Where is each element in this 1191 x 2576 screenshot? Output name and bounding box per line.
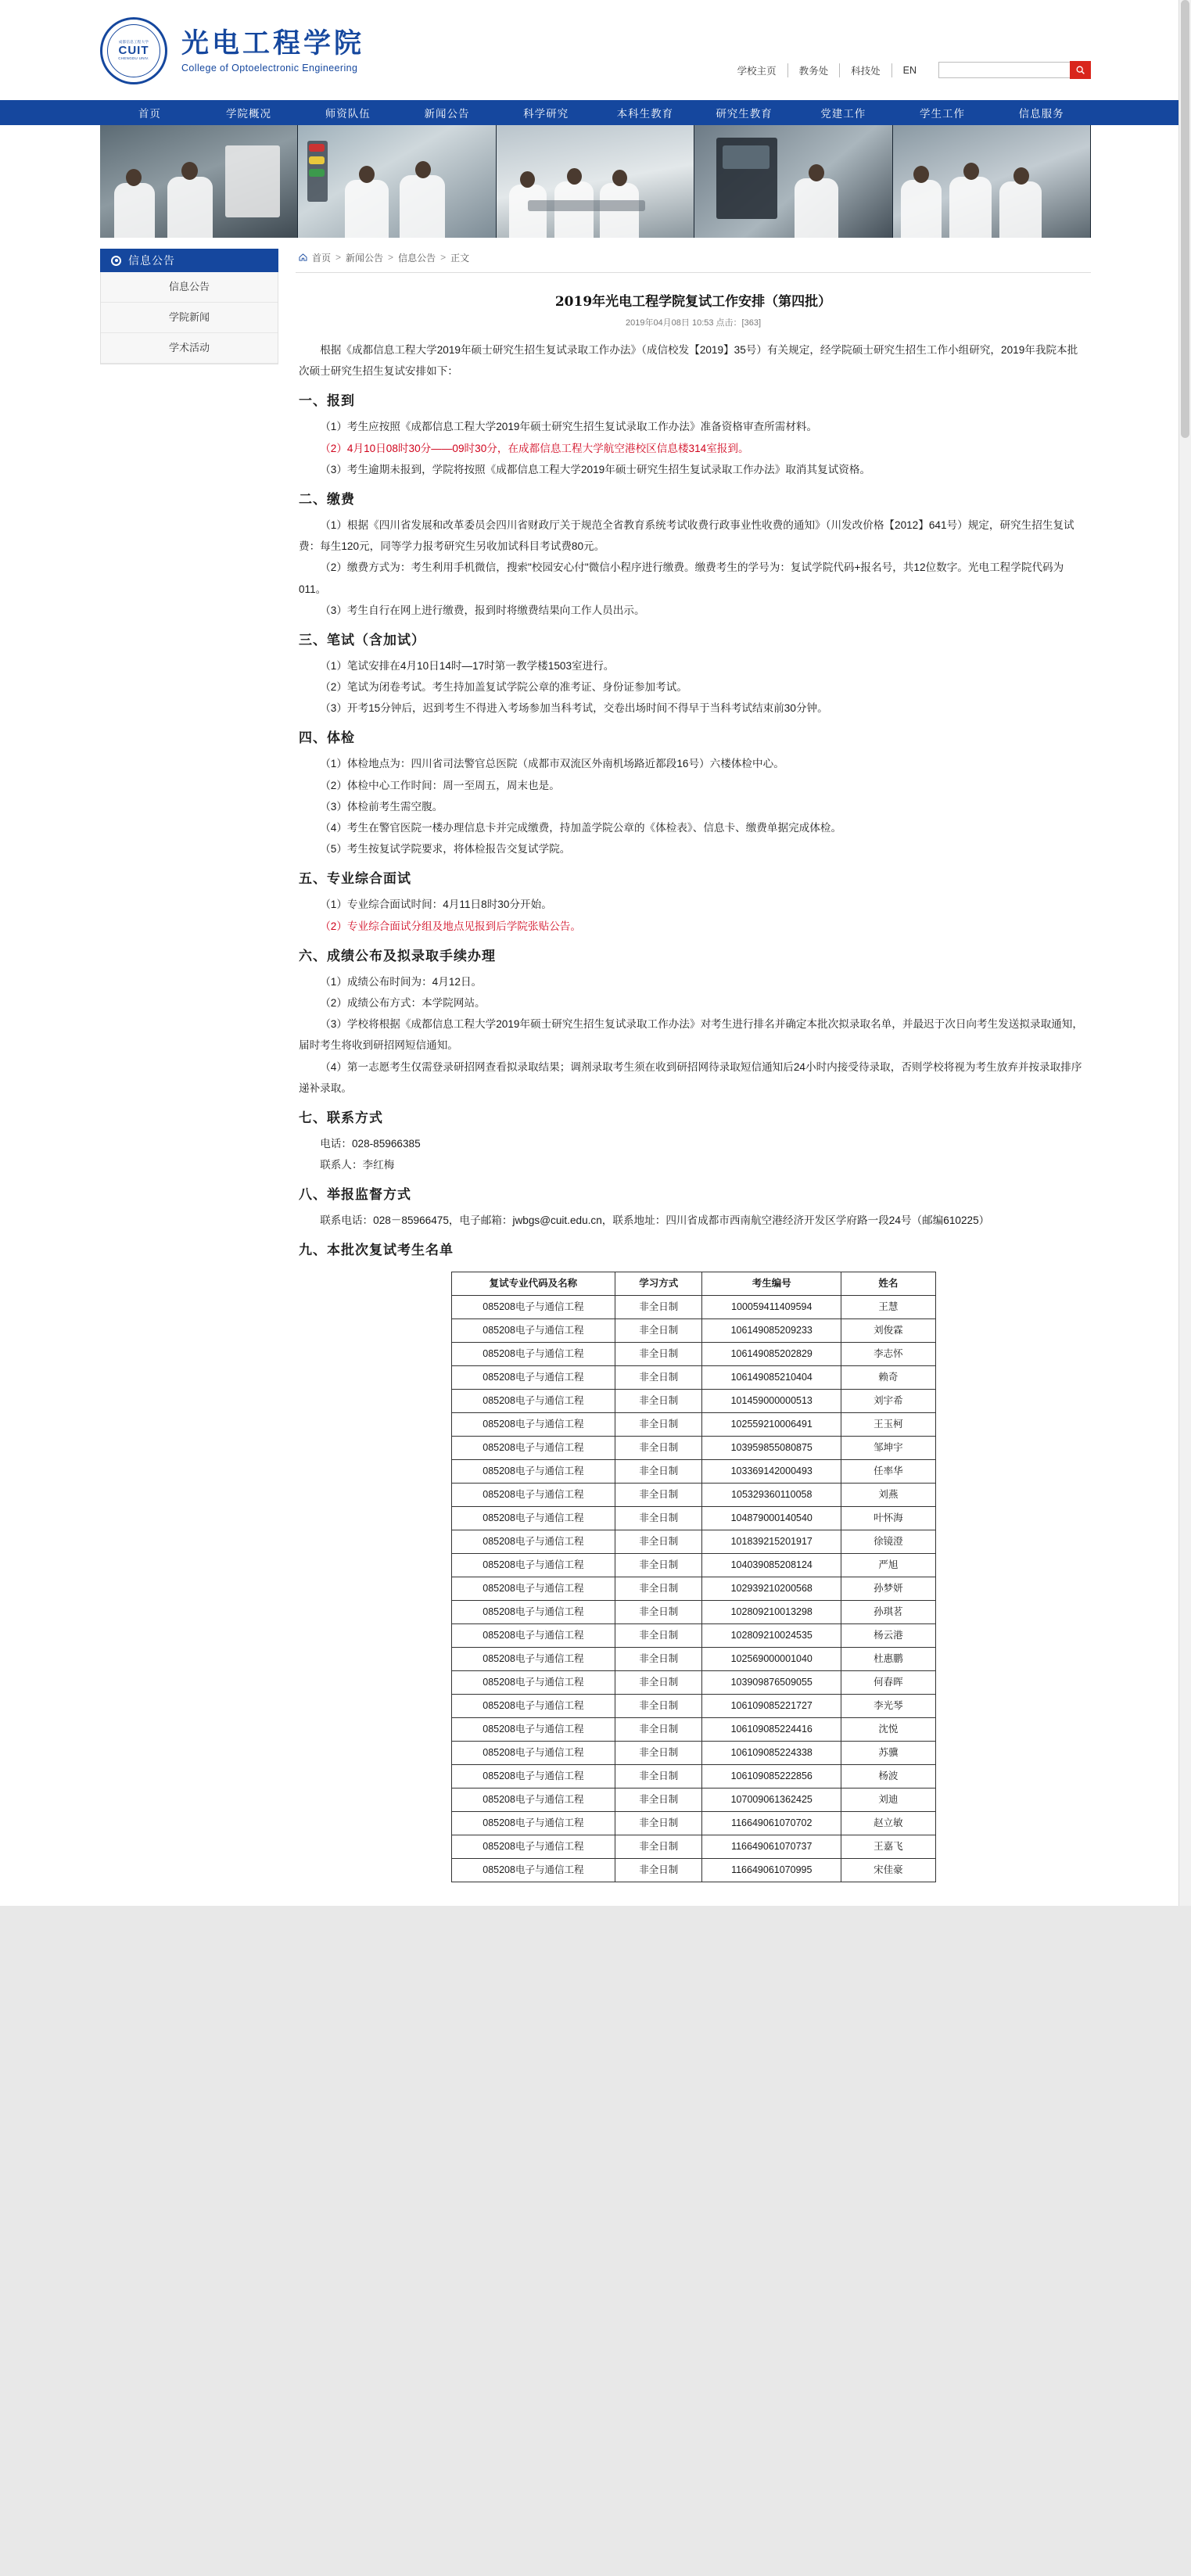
cell-name: 孙琪茗 [841, 1601, 935, 1624]
cell-candidate-id: 106109085222856 [702, 1765, 841, 1788]
sidebar-item-college-news[interactable]: 学院新闻 [101, 303, 278, 333]
cell-major: 085208电子与通信工程 [451, 1507, 615, 1530]
cell-name: 刘迪 [841, 1788, 935, 1812]
cell-candidate-id: 106109085221727 [702, 1695, 841, 1718]
cell-major: 085208电子与通信工程 [451, 1577, 615, 1601]
cell-major: 085208电子与通信工程 [451, 1366, 615, 1390]
section-7-item-2: 联系人：李红梅 [320, 1159, 395, 1171]
cell-candidate-id: 106109085224338 [702, 1742, 841, 1765]
table-row [451, 1577, 935, 1601]
sidebar-title-label: 信息公告 [128, 254, 175, 267]
article-meta: 2019年04月08日 10:53 点击：[363] [625, 318, 762, 328]
nav-item-student-affairs[interactable]: 学生工作 [919, 108, 965, 120]
cell-name: 严旭 [841, 1554, 935, 1577]
page-title: 2019年光电工程学院复试工作安排（第四批） [554, 294, 832, 310]
section-heading-6: 六、成绩公布及拟录取手续办理 [299, 948, 496, 963]
section-1-item-2: （2）4月10日08时30分——09时30分，在成都信息工程大学航空港校区信息楼314室报到。 [320, 442, 749, 454]
cell-candidate-id: 103959855080875 [702, 1437, 841, 1460]
section-4-item-3: （3）体检前考生需空腹。 [320, 800, 443, 813]
cell-candidate-id: 101459000000513 [702, 1390, 841, 1413]
cell-study-mode: 非全日制 [615, 1671, 702, 1695]
table-row [451, 1671, 935, 1695]
nav-item-party[interactable]: 党建工作 [820, 108, 866, 120]
cell-study-mode: 非全日制 [615, 1437, 702, 1460]
section-heading-8: 八、举报监督方式 [299, 1187, 411, 1203]
section-3-item-3: （3）开考15分钟后，迟到考生不得进入考场参加当科考试，交卷出场时间不得早于当科考试结束前30分钟。 [320, 702, 828, 715]
table-header-row [451, 1272, 935, 1296]
cell-major: 085208电子与通信工程 [451, 1319, 615, 1343]
site-header [0, 0, 1191, 100]
cell-study-mode: 非全日制 [615, 1742, 702, 1765]
cell-name: 邹坤宇 [841, 1437, 935, 1460]
table-row [451, 1460, 935, 1484]
cell-candidate-id: 101839215201917 [702, 1530, 841, 1554]
breadcrumb-sep: > [388, 252, 394, 263]
sidebar-item-academic-events[interactable]: 学术活动 [101, 333, 278, 364]
cell-study-mode: 非全日制 [615, 1554, 702, 1577]
search-icon [1075, 65, 1085, 75]
cell-name: 杜惠鹏 [841, 1648, 935, 1671]
section-6-item-4: （4）第一志愿考生仅需登录研招网查看拟录取结果；调剂录取考生须在收到研招网待录取短信通知后24小时内接受待录取，否则学校将视为考生放弃并按录取排序递补录取。 [299, 1060, 1082, 1094]
table-row [451, 1554, 935, 1577]
cell-study-mode: 非全日制 [615, 1319, 702, 1343]
cell-major: 085208电子与通信工程 [451, 1859, 615, 1882]
section-heading-1: 一、报到 [299, 393, 355, 409]
cell-name: 王慧 [841, 1296, 935, 1319]
section-heading-7: 七、联系方式 [299, 1110, 383, 1125]
table-row [451, 1624, 935, 1648]
cell-major: 085208电子与通信工程 [451, 1296, 615, 1319]
section-heading-3: 三、笔试（含加试） [299, 632, 425, 648]
cell-name: 刘宇希 [841, 1390, 935, 1413]
table-row [451, 1718, 935, 1742]
seal-top-text: 成都信息工程大学 [118, 39, 149, 44]
cell-name: 刘俊霖 [841, 1319, 935, 1343]
section-1-item-1: （1）考生应按照《成都信息工程大学2019年硕士研究生招生复试录取工作办法》准备资格审查所需材料。 [320, 421, 818, 433]
banner-photo-2 [298, 125, 496, 238]
section-2-item-2: （2）缴费方式为：考生利用手机微信，搜索"校园安心付"微信小程序进行缴费。缴费考生的学号为：复试学院代码+报名号，共12位数字。光电工程学院代码为011。 [299, 561, 1064, 595]
top-link-science-tech[interactable]: 科技处 [840, 63, 892, 77]
banner-photo-3 [497, 125, 694, 238]
page-scrollbar[interactable] [1178, 0, 1191, 1906]
breadcrumb [296, 249, 1091, 273]
cell-candidate-id: 116649061070737 [702, 1835, 841, 1859]
site-logo[interactable] [100, 17, 364, 84]
cell-major: 085208电子与通信工程 [451, 1343, 615, 1366]
cell-study-mode: 非全日制 [615, 1765, 702, 1788]
college-name-cn: 光电工程学院 [181, 27, 365, 59]
cell-study-mode: 非全日制 [615, 1835, 702, 1859]
cell-name: 杨云港 [841, 1624, 935, 1648]
cell-major: 085208电子与通信工程 [451, 1742, 615, 1765]
table-row [451, 1812, 935, 1835]
section-heading-2: 二、缴费 [299, 491, 355, 507]
cell-name: 何春晖 [841, 1671, 935, 1695]
section-6-item-2: （2）成绩公布方式：本学院网站。 [320, 996, 486, 1009]
banner-photo-5 [893, 125, 1091, 238]
cell-major: 085208电子与通信工程 [451, 1788, 615, 1812]
cell-study-mode: 非全日制 [615, 1530, 702, 1554]
section-8-item-1: 联系电话：028－85966475，电子邮箱：jwbgs@cuit.edu.cn，联系地址：四川省成都市西南航空港经济开发区学府路一段24号（邮编610225） [320, 1214, 990, 1227]
banner-photo-4 [694, 125, 892, 238]
nav-item-news[interactable]: 新闻公告 [424, 108, 470, 120]
section-1-item-3: （3）考生逾期未报到，学院将按照《成都信息工程大学2019年硕士研究生招生复试录取工作办法》取消其复试资格。 [320, 463, 871, 475]
search-box [938, 61, 1091, 79]
section-5-item-1: （1）专业综合面试时间：4月11日8时30分开始。 [320, 899, 552, 911]
table-row [451, 1390, 935, 1413]
cell-candidate-id: 106149085209233 [702, 1319, 841, 1343]
cell-major: 085208电子与通信工程 [451, 1835, 615, 1859]
cell-major: 085208电子与通信工程 [451, 1460, 615, 1484]
cell-name: 孙梦妍 [841, 1577, 935, 1601]
cell-candidate-id: 116649061070702 [702, 1812, 841, 1835]
cell-study-mode: 非全日制 [615, 1413, 702, 1437]
breadcrumb-item-news[interactable]: 新闻公告 [346, 252, 384, 264]
search-button[interactable] [1070, 61, 1091, 79]
cell-candidate-id: 106149085202829 [702, 1343, 841, 1366]
top-link-english[interactable]: EN [902, 64, 917, 76]
nav-item-research[interactable]: 科学研究 [523, 108, 569, 120]
cell-major: 085208电子与通信工程 [451, 1484, 615, 1507]
cell-study-mode: 非全日制 [615, 1812, 702, 1835]
cell-study-mode: 非全日制 [615, 1366, 702, 1390]
banner-image-strip [100, 125, 1091, 238]
cell-study-mode: 非全日制 [615, 1460, 702, 1484]
cell-candidate-id: 102569000001040 [702, 1648, 841, 1671]
cell-candidate-id: 105329360110058 [702, 1484, 841, 1507]
banner-photo-1 [100, 125, 298, 238]
cell-name: 杨波 [841, 1765, 935, 1788]
seal-cuit-text: CUIT [118, 43, 149, 57]
table-row [451, 1507, 935, 1530]
cell-candidate-id: 106109085224416 [702, 1718, 841, 1742]
cell-candidate-id: 102939210200568 [702, 1577, 841, 1601]
breadcrumb-sep: > [440, 252, 447, 263]
cell-study-mode: 非全日制 [615, 1624, 702, 1648]
sidebar [100, 249, 278, 1882]
cell-candidate-id: 103369142000493 [702, 1460, 841, 1484]
nav-item-overview[interactable]: 学院概况 [226, 108, 272, 120]
cell-study-mode: 非全日制 [615, 1507, 702, 1530]
content-area [100, 238, 1091, 1906]
cell-major: 085208电子与通信工程 [451, 1390, 615, 1413]
table-row [451, 1296, 935, 1319]
cell-candidate-id: 107009061362425 [702, 1788, 841, 1812]
cell-candidate-id: 104879000140540 [702, 1507, 841, 1530]
cell-major: 085208电子与通信工程 [451, 1812, 615, 1835]
cell-study-mode: 非全日制 [615, 1718, 702, 1742]
table-row [451, 1413, 935, 1437]
breadcrumb-item-notices[interactable]: 信息公告 [398, 252, 436, 264]
section-heading-9: 九、本批次复试考生名单 [299, 1243, 454, 1258]
cell-major: 085208电子与通信工程 [451, 1554, 615, 1577]
main-nav [0, 100, 1191, 125]
bullet-icon [111, 256, 121, 266]
search-input[interactable] [938, 62, 1070, 78]
table-row [451, 1601, 935, 1624]
cell-major: 085208电子与通信工程 [451, 1765, 615, 1788]
cell-name: 赵立敏 [841, 1812, 935, 1835]
section-4-item-5: （5）考生按复试学院要求，将体检报告交复试学院。 [320, 843, 571, 856]
table-row [451, 1648, 935, 1671]
nav-item-faculty[interactable]: 师资队伍 [325, 108, 371, 120]
section-3-item-2: （2）笔试为闭卷考试。考生持加盖复试学院公章的准考证、身份证参加考试。 [320, 681, 687, 694]
cell-study-mode: 非全日制 [615, 1296, 702, 1319]
cell-name: 王玉柯 [841, 1413, 935, 1437]
cell-major: 085208电子与通信工程 [451, 1648, 615, 1671]
cell-major: 085208电子与通信工程 [451, 1601, 615, 1624]
section-4-item-4: （4）考生在警官医院一楼办理信息卡并完成缴费，持加盖学院公章的《体检表》、信息卡、缴费单据完成体检。 [320, 822, 842, 834]
cell-study-mode: 非全日制 [615, 1484, 702, 1507]
cell-name: 李光琴 [841, 1695, 935, 1718]
sidebar-list [100, 272, 278, 364]
table-row [451, 1695, 935, 1718]
cell-study-mode: 非全日制 [615, 1788, 702, 1812]
nav-item-home[interactable]: 首页 [138, 108, 161, 120]
top-links [726, 61, 1091, 79]
candidate-roster-table [451, 1272, 936, 1882]
table-row [451, 1484, 935, 1507]
table-row [451, 1343, 935, 1366]
section-4-item-2: （2）体检中心工作时间：周一至周五，周末也是。 [320, 779, 560, 791]
table-row [451, 1788, 935, 1812]
cell-name: 沈悦 [841, 1718, 935, 1742]
section-5-item-2: （2）专业综合面试分组及地点见报到后学院张贴公告。 [320, 920, 581, 932]
col-study-mode: 学习方式 [615, 1272, 702, 1296]
cell-candidate-id: 102809210013298 [702, 1601, 841, 1624]
section-7-item-1: 电话：028-85966385 [320, 1137, 421, 1150]
cell-study-mode: 非全日制 [615, 1695, 702, 1718]
table-row [451, 1530, 935, 1554]
article-column [296, 249, 1091, 1882]
sidebar-title [100, 249, 278, 272]
cell-major: 085208电子与通信工程 [451, 1624, 615, 1648]
cell-study-mode: 非全日制 [615, 1859, 702, 1882]
cell-study-mode: 非全日制 [615, 1577, 702, 1601]
breadcrumb-item-home[interactable]: 首页 [312, 252, 332, 264]
cell-name: 赖奇 [841, 1366, 935, 1390]
cell-study-mode: 非全日制 [615, 1390, 702, 1413]
col-major: 复试专业代码及名称 [451, 1272, 615, 1296]
section-4-item-1: （1）体检地点为：四川省司法警官总医院（成都市双流区外南机场路近都段16号）六楼体检中心。 [320, 758, 784, 770]
seal-bottom-text: CHENGDU UNIV. [118, 56, 149, 61]
top-link-academic-affairs[interactable]: 教务处 [788, 63, 841, 77]
roster-body [451, 1296, 935, 1882]
section-2-item-3: （3）考生自行在网上进行缴费，报到时将缴费结果向工作人员出示。 [320, 604, 645, 616]
cell-name: 王嘉飞 [841, 1835, 935, 1859]
table-row [451, 1835, 935, 1859]
col-candidate-id: 考生编号 [702, 1272, 841, 1296]
cell-candidate-id: 103909876509055 [702, 1671, 841, 1695]
section-heading-5: 五、专业综合面试 [299, 871, 411, 887]
college-name-en: College of Optoelectronic Engineering [181, 63, 358, 74]
table-row [451, 1366, 935, 1390]
cell-major: 085208电子与通信工程 [451, 1530, 615, 1554]
university-seal-icon [100, 17, 167, 84]
table-row [451, 1319, 935, 1343]
home-icon [299, 253, 307, 261]
cell-major: 085208电子与通信工程 [451, 1718, 615, 1742]
cell-candidate-id: 116649061070995 [702, 1859, 841, 1882]
section-2-item-1: （1）根据《四川省发展和改革委员会四川省财政厅关于规范全省教育系统考试收费行政事业性收费的通知》（川发改价格【2012】641号）规定，研究生招生复试费：每生120元，同等学力报考研究生另收加试科目考试费80元。 [299, 518, 1074, 553]
article-body [296, 339, 1091, 1882]
cell-study-mode: 非全日制 [615, 1601, 702, 1624]
article-lead: 根据《成都信息工程大学2019年硕士研究生招生复试录取工作办法》（成信校发【2019】35号）有关规定，经学院硕士研究生招生工作小组研究，2019年我院本批次硕士研究生招生复试安排如下： [299, 344, 1078, 378]
cell-candidate-id: 106149085210404 [702, 1366, 841, 1390]
col-name: 姓名 [841, 1272, 935, 1296]
section-heading-4: 四、体检 [299, 730, 355, 746]
table-row [451, 1437, 935, 1460]
section-3-item-1: （1）笔试安排在4月10日14时—17时第一教学楼1503室进行。 [320, 659, 615, 672]
breadcrumb-sep: > [335, 252, 342, 263]
breadcrumb-item-current: 正文 [450, 252, 470, 264]
sidebar-item-notices[interactable]: 信息公告 [101, 272, 278, 303]
cell-name: 任率华 [841, 1460, 935, 1484]
cell-study-mode: 非全日制 [615, 1648, 702, 1671]
cell-name: 刘燕 [841, 1484, 935, 1507]
table-row [451, 1765, 935, 1788]
cell-name: 宋佳豪 [841, 1859, 935, 1882]
cell-candidate-id: 102809210024535 [702, 1624, 841, 1648]
cell-candidate-id: 104039085208124 [702, 1554, 841, 1577]
cell-major: 085208电子与通信工程 [451, 1695, 615, 1718]
nav-item-services[interactable]: 信息服务 [1018, 108, 1064, 120]
table-row [451, 1859, 935, 1882]
nav-item-undergraduate[interactable]: 本科生教育 [616, 108, 674, 120]
scrollbar-thumb[interactable] [1181, 0, 1189, 438]
cell-candidate-id: 100059411409594 [702, 1296, 841, 1319]
cell-name: 苏骥 [841, 1742, 935, 1765]
top-link-school-home[interactable]: 学校主页 [726, 63, 788, 77]
cell-name: 李志怀 [841, 1343, 935, 1366]
cell-major: 085208电子与通信工程 [451, 1671, 615, 1695]
section-6-item-1: （1）成绩公布时间为：4月12日。 [320, 975, 482, 988]
table-row [451, 1742, 935, 1765]
cell-name: 徐镜澄 [841, 1530, 935, 1554]
nav-item-graduate[interactable]: 研究生教育 [716, 108, 773, 120]
cell-major: 085208电子与通信工程 [451, 1437, 615, 1460]
cell-candidate-id: 102559210006491 [702, 1413, 841, 1437]
cell-study-mode: 非全日制 [615, 1343, 702, 1366]
section-6-item-3: （3）学校将根据《成都信息工程大学2019年硕士研究生招生复试录取工作办法》对考生进行排名并确定本批次拟录取名单，并最迟于次日向考生发送拟录取通知，届时考生将收到研招网短信通知。 [299, 1018, 1083, 1052]
cell-major: 085208电子与通信工程 [451, 1413, 615, 1437]
cell-name: 叶怀海 [841, 1507, 935, 1530]
